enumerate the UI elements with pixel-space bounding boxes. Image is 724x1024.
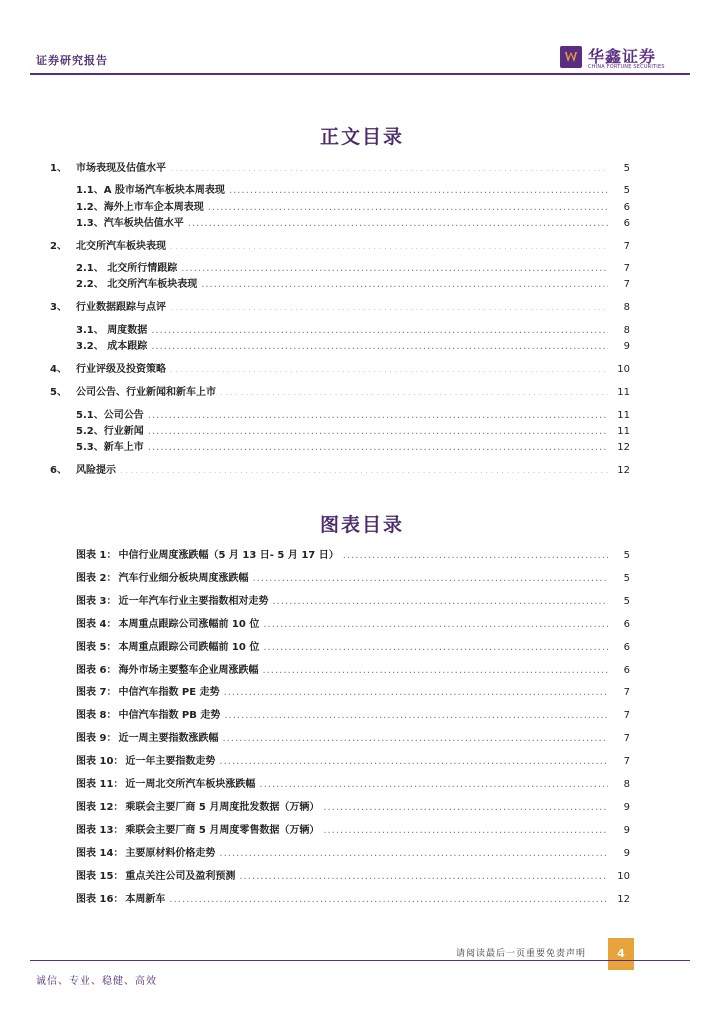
figure-entry[interactable]	[76, 572, 630, 586]
figure-dot-leader	[259, 778, 608, 792]
figure-entry-title: 汽车行业细分板块周度涨跌幅	[118, 573, 249, 584]
figure-entry-title: 近一周主要指数涨跌幅	[118, 733, 219, 744]
toc-entry-page: 8	[623, 325, 630, 336]
toc-entry-page: 11	[617, 387, 630, 398]
figure-entry[interactable]	[76, 778, 630, 792]
toc-entry-label: 市场表现及估值水平	[76, 163, 166, 174]
toc-entry[interactable]	[50, 240, 630, 254]
toc-heading: 正文目录	[319, 126, 404, 148]
figure-dot-leader	[343, 549, 608, 563]
toc-entry[interactable]	[76, 278, 630, 292]
toc-entry-number: 4、	[50, 364, 67, 375]
toc-entry[interactable]	[76, 340, 630, 354]
figure-dot-leader	[263, 618, 608, 632]
figure-entry-label: 图表 8：	[76, 710, 117, 721]
toc-entry-number: 1、	[50, 163, 67, 174]
figure-dot-leader	[222, 732, 608, 746]
figure-entry-title: 海外市场主要整车企业周涨跌幅	[118, 665, 259, 676]
toc-entry[interactable]	[50, 162, 630, 176]
figure-entry-label: 图表 4：	[76, 619, 117, 630]
figure-entry-page: 7	[623, 756, 630, 767]
figure-entry[interactable]	[76, 664, 630, 678]
toc-entry-label: 5.2、行业新闻	[76, 426, 144, 437]
figure-entry-label: 图表 3：	[76, 596, 117, 607]
toc-entry-page: 12	[617, 442, 630, 453]
figure-entry[interactable]	[76, 893, 630, 907]
figure-entry-label: 图表 16：	[76, 894, 124, 905]
figure-entry-title: 主要原材料价格走势	[125, 848, 216, 859]
figure-entry[interactable]	[76, 824, 630, 838]
footer-divider	[30, 960, 690, 961]
disclaimer-note: 请阅读最后一页重要免责声明	[456, 949, 587, 959]
figure-entry-label: 图表 15：	[76, 871, 124, 882]
figure-entry-page: 6	[623, 619, 630, 630]
figure-entry-page: 6	[623, 642, 630, 653]
figure-entry-page: 12	[617, 894, 630, 905]
toc-dot-leader	[120, 464, 608, 478]
figure-entry[interactable]	[76, 870, 630, 884]
toc-dot-leader	[148, 441, 608, 455]
figure-entry-page: 5	[623, 550, 630, 561]
figure-dot-leader	[262, 664, 608, 678]
toc-entry-page: 5	[623, 185, 630, 196]
figure-entry-page: 10	[617, 871, 630, 882]
toc-entry-page: 5	[623, 163, 630, 174]
toc-entry-number: 5、	[50, 387, 67, 398]
toc-entry-number: 6、	[50, 465, 67, 476]
toc-dot-leader	[229, 184, 608, 198]
toc-entry-page: 6	[623, 218, 630, 229]
toc-entry[interactable]	[50, 464, 630, 478]
figure-dot-leader	[252, 572, 608, 586]
figures-heading: 图表目录	[319, 514, 404, 536]
figure-entry[interactable]	[76, 709, 630, 723]
toc-entry-label: 5.1、公司公告	[76, 410, 144, 421]
figure-entry[interactable]	[76, 732, 630, 746]
figure-dot-leader	[239, 870, 608, 884]
toc-entry-label: 行业数据跟踪与点评	[76, 302, 166, 313]
figure-entry-title: 本周新车	[125, 894, 166, 905]
toc-entry[interactable]	[76, 441, 630, 455]
figure-entry-label: 图表 7：	[76, 687, 117, 698]
figure-entry-page: 7	[623, 710, 630, 721]
figure-dot-leader	[224, 686, 608, 700]
figure-entry-page: 5	[623, 573, 630, 584]
page-number-badge: 4	[608, 938, 634, 970]
toc-dot-leader	[170, 301, 608, 315]
toc-dot-leader	[151, 340, 608, 354]
figure-entry[interactable]	[76, 595, 630, 609]
figure-entry-page: 8	[623, 779, 630, 790]
toc-entry-label: 2.2、 北交所汽车板块表现	[76, 279, 198, 290]
footer-slogan: 诚信、专业、稳健、高效	[36, 976, 157, 987]
toc-entry-number: 2、	[50, 241, 67, 252]
figure-entry-title: 中信行业周度涨跌幅（5 月 13 日- 5 月 17 日）	[118, 550, 339, 561]
toc-entry[interactable]	[76, 425, 630, 439]
toc-dot-leader	[148, 409, 608, 423]
toc-dot-leader	[151, 324, 608, 338]
company-logo	[560, 44, 670, 74]
figure-entry[interactable]	[76, 755, 630, 769]
toc-dot-leader	[208, 201, 608, 215]
figure-entry-label: 图表 6：	[76, 665, 117, 676]
toc-entry-number: 3、	[50, 302, 67, 313]
toc-entry[interactable]	[76, 324, 630, 338]
figure-entry[interactable]	[76, 847, 630, 861]
figure-entry[interactable]	[76, 549, 630, 563]
toc-dot-leader	[148, 425, 608, 439]
toc-entry-page: 6	[623, 202, 630, 213]
toc-entry-label: 行业评级及投资策略	[76, 364, 166, 375]
toc-entry-label: 1.2、海外上市车企本周表现	[76, 202, 204, 213]
toc-entry-page: 10	[617, 364, 630, 375]
figure-entry-page: 7	[623, 733, 630, 744]
figure-dot-leader	[219, 847, 608, 861]
toc-dot-leader	[201, 278, 608, 292]
toc-entry[interactable]	[50, 386, 630, 400]
toc-entry-label: 风险提示	[76, 465, 116, 476]
figure-entry-title: 乘联会主要厂商 5 月周度批发数据（万辆）	[125, 802, 320, 813]
logo-name-cn: 华鑫证券	[588, 47, 657, 66]
toc-entry[interactable]	[50, 301, 630, 315]
toc-entry-page: 11	[617, 410, 630, 421]
figure-entry-title: 本周重点跟踪公司涨幅前 10 位	[118, 619, 260, 630]
figure-dot-leader	[272, 595, 608, 609]
report-type-label: 证券研究报告	[36, 54, 108, 67]
toc-entry[interactable]	[76, 409, 630, 423]
toc-entry-page: 12	[617, 465, 630, 476]
figure-entry-label: 图表 12：	[76, 802, 124, 813]
header-divider	[30, 73, 690, 75]
figure-entry-label: 图表 1：	[76, 550, 117, 561]
figure-entry-page: 9	[623, 825, 630, 836]
figure-entry-page: 9	[623, 802, 630, 813]
toc-entry-label: 3.2、 成本跟踪	[76, 341, 148, 352]
figure-entry[interactable]	[76, 801, 630, 815]
toc-entry-page: 7	[623, 263, 630, 274]
figure-entry-page: 7	[623, 687, 630, 698]
toc-entry-page: 7	[623, 241, 630, 252]
toc-entry[interactable]	[76, 262, 630, 276]
toc-entry[interactable]	[76, 201, 630, 215]
figure-entry[interactable]	[76, 641, 630, 655]
toc-entry[interactable]	[76, 184, 630, 198]
figure-entry-label: 图表 14：	[76, 848, 124, 859]
toc-dot-leader	[220, 386, 608, 400]
figure-entry[interactable]	[76, 618, 630, 632]
figure-entry-title: 本周重点跟踪公司跌幅前 10 位	[118, 642, 260, 653]
figure-entry-label: 图表 10：	[76, 756, 124, 767]
figure-entry-label: 图表 2：	[76, 573, 117, 584]
toc-entry[interactable]	[76, 217, 630, 231]
toc-entry[interactable]	[50, 363, 630, 377]
figure-dot-leader	[169, 893, 608, 907]
toc-entry-page: 11	[617, 426, 630, 437]
figure-entry-page: 9	[623, 848, 630, 859]
figure-entry-label: 图表 5：	[76, 642, 117, 653]
toc-entry-page: 8	[623, 302, 630, 313]
toc-entry-label: 3.1、 周度数据	[76, 325, 148, 336]
toc-entry-label: 5.3、新车上市	[76, 442, 144, 453]
figure-entry-title: 中信汽车指数 PE 走势	[118, 687, 220, 698]
toc-entry-label: 2.1、 北交所行情跟踪	[76, 263, 178, 274]
toc-dot-leader	[188, 217, 608, 231]
toc-entry-label: 北交所汽车板块表现	[76, 241, 166, 252]
logo-name-en: CHINA FORTUNE SECURITIES	[588, 64, 665, 70]
figure-entry-title: 近一年主要指数走势	[125, 756, 216, 767]
figure-entry-label: 图表 11：	[76, 779, 124, 790]
figure-entry[interactable]	[76, 686, 630, 700]
toc-entry-page: 9	[623, 341, 630, 352]
toc-entry-label: 公司公告、行业新闻和新车上市	[76, 387, 216, 398]
figure-dot-leader	[323, 801, 608, 815]
figure-dot-leader	[263, 641, 608, 655]
toc-dot-leader	[170, 240, 608, 254]
figure-entry-title: 近一年汽车行业主要指数相对走势	[118, 596, 269, 607]
figure-entry-title: 近一周北交所汽车板块涨跌幅	[125, 779, 256, 790]
figure-entry-title: 重点关注公司及盈利预测	[125, 871, 236, 882]
figure-entry-label: 图表 9：	[76, 733, 117, 744]
toc-entry-page: 7	[623, 279, 630, 290]
toc-entry-label: 1.1、A 股市场汽车板块本周表现	[76, 185, 225, 196]
figure-entry-title: 中信汽车指数 PB 走势	[118, 710, 221, 721]
logo-mark-icon	[560, 46, 582, 68]
figure-entry-title: 乘联会主要厂商 5 月周度零售数据（万辆）	[125, 825, 320, 836]
figure-dot-leader	[219, 755, 608, 769]
figure-entry-page: 5	[623, 596, 630, 607]
toc-dot-leader	[181, 262, 608, 276]
toc-dot-leader	[170, 363, 608, 377]
figure-entry-label: 图表 13：	[76, 825, 124, 836]
figure-entry-page: 6	[623, 665, 630, 676]
toc-entry-label: 1.3、汽车板块估值水平	[76, 218, 184, 229]
toc-dot-leader	[170, 162, 608, 176]
figure-dot-leader	[323, 824, 608, 838]
figure-dot-leader	[224, 709, 608, 723]
